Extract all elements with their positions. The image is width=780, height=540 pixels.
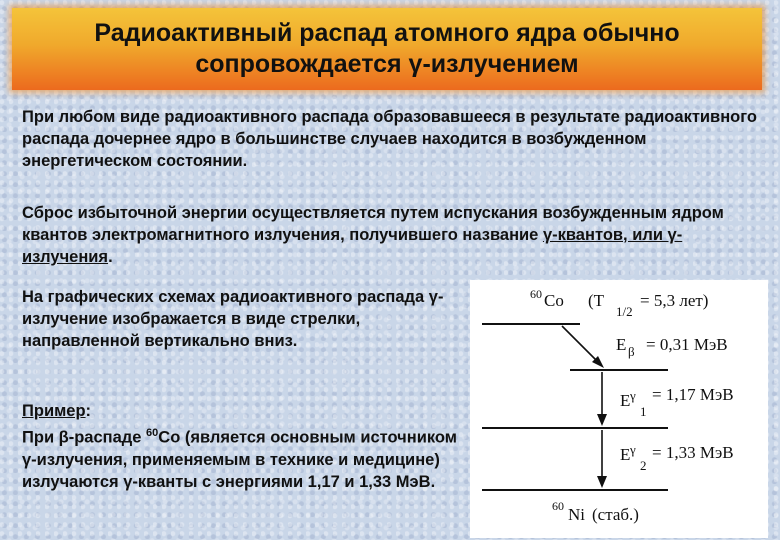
daughter-mass: 60 [552, 499, 564, 513]
gamma-term: γ-квантов, или γ-излучения [22, 226, 683, 266]
e-gamma1-sub-gamma: γ [630, 388, 636, 403]
title-line-1: Радиоактивный распад атомного ядра обычно [94, 19, 680, 47]
parent-mass: 60 [530, 287, 542, 301]
decay-scheme-svg [470, 280, 768, 538]
e-gamma2-label: E [620, 445, 631, 464]
paragraph-diagram-notation: На графических схемах радиоактивного распада γ-излучение изображается в виде стрелки, направленной вертикально вниз. [22, 288, 444, 350]
example-label: Пример [22, 402, 86, 420]
e-gamma1-value: = 1,17 МэВ [652, 385, 734, 404]
parent-symbol: Co [544, 291, 564, 310]
e-gamma2-sub-gamma: γ [630, 442, 636, 457]
paragraph-energy-release-text: Сброс избыточной энергии осуществляется путем испускания возбужденным ядром квантов электромагнитного излучения, получившего название [22, 204, 724, 244]
paragraph-excited-nucleus: При любом виде радиоактивного распада образовавшееся в результате радиоактивного распада дочернее ядро в большинстве случаев находится в возбужденном энергетическом состоянии. [22, 108, 757, 170]
e-beta-label: E [616, 335, 627, 354]
example-isotope-mass: 60 [146, 427, 159, 439]
paragraph-energy-release [22, 202, 762, 268]
example-text-after: (является основным источником γ‑излучения, применяемым в технике и медицине) излучаются γ‑кванты с энергиями 1,17 и 1,33 МэВ. [22, 428, 457, 491]
example-text-before: При β-распаде [22, 428, 147, 447]
daughter-symbol: Ni [568, 505, 585, 524]
half-life-open: (T [588, 291, 605, 310]
daughter-note: (стаб.) [592, 505, 639, 524]
e-gamma2-sub-index: 2 [640, 458, 647, 473]
title-line-2: сопровождается γ-излучением [195, 50, 579, 78]
paragraph-end-period: . [108, 248, 113, 266]
e-gamma2-value: = 1,33 МэВ [652, 443, 734, 462]
gamma2-arrowhead [597, 476, 607, 488]
slide-title [12, 8, 762, 90]
e-beta-sub: β [628, 344, 635, 359]
e-beta-value: = 0,31 МэВ [646, 335, 728, 354]
example-colon: : [85, 402, 92, 420]
e-gamma1-label: E [620, 391, 631, 410]
half-life-value: = 5,3 лет) [640, 291, 709, 310]
beta-arrow [562, 326, 600, 364]
e-gamma1-sub-index: 1 [640, 404, 647, 419]
example-isotope-symbol: Co [158, 428, 181, 447]
gamma1-arrowhead [597, 414, 607, 426]
decay-scheme-diagram [470, 280, 768, 538]
half-life-sub: 1/2 [616, 304, 633, 319]
example-block [22, 400, 462, 493]
